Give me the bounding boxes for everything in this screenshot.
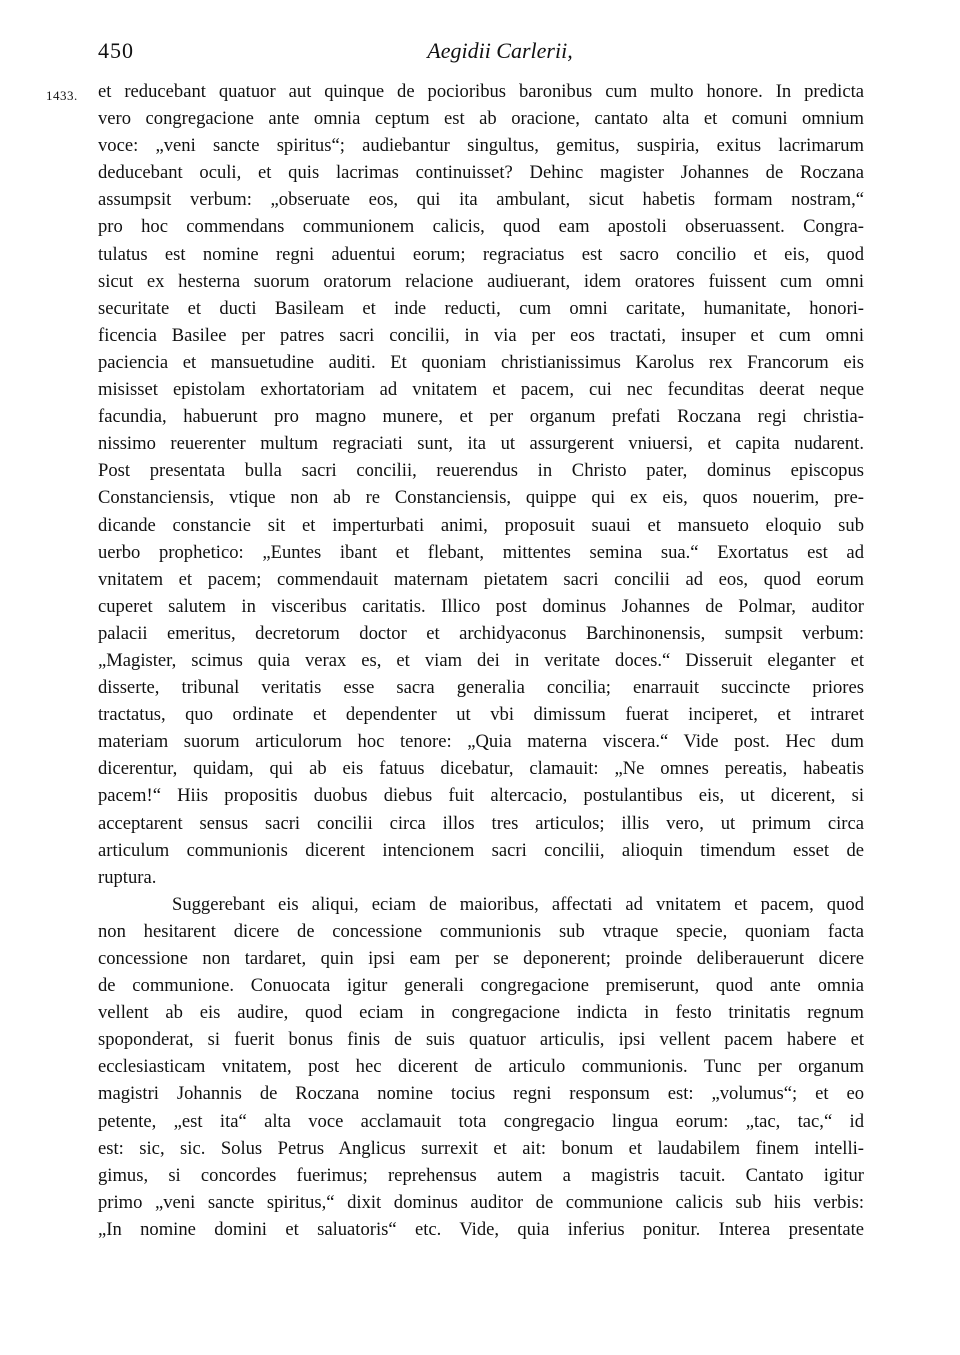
text-line: pro hoc commendans communionem calicis, quod eam apostoli obseruassent. Congra- xyxy=(98,216,864,238)
text-line: Post presentata bulla sacri concilii, reuerendus in Christo pater, dominus episcopus xyxy=(98,460,864,482)
text-line: spoponderat, si fuerit bonus finis de suis quatuor articulis, ipsi vellent pacem habere et xyxy=(98,1029,864,1051)
text-line: nissimo reuerenter multum regraciati sunt, ita ut assurgerent vniuersi, et capita nudarent. xyxy=(98,433,864,455)
text-line: ecclesiasticam vnitatem, post hec dicerent de articulo communionis. Tunc per organum xyxy=(98,1056,864,1078)
text-line: „Magister, scimus quia verax es, et viam dei in veritate doces.“ Disseruit eleganter et xyxy=(98,649,864,671)
text-line: Constanciensis, vtique non ab re Constanciensis, quippe qui ex eis, quos nouerim, pre- xyxy=(98,487,864,509)
text-line: primo „veni sancte spiritus,“ dixit dominus auditor de communione calicis sub hiis verbis: xyxy=(98,1191,864,1213)
text-line: palacii emeritus, decretorum doctor et archidyaconus Barchinonensis, sumpsit verbum: xyxy=(98,622,864,644)
page-number: 450 xyxy=(98,38,134,63)
text-line: de communione. Conuocata igitur generali congregacione premiserunt, quod ante omnia xyxy=(98,975,864,997)
text-line: deducebant oculi, et quis lacrimas continuisset? Dehinc magister Johannes de Roczana xyxy=(98,162,864,184)
text-line: sicut ex hesterna suorum oratorum relacione audiuerant, idem oratores fuissent cum omni xyxy=(98,270,864,292)
text-line: Suggerebant eis aliqui, eciam de maioribus, affectati ad vnitatem et pacem, quod xyxy=(172,893,864,915)
text-line: articulum communionis dicerent intencionem sacri concilii, alioquin timendum esset de xyxy=(98,839,864,861)
text-line: est: sic, sic. Solus Petrus Anglicus surrexit et ait: bonum et laudabilem finem intelli- xyxy=(98,1137,864,1159)
text-line: voce: „veni sancte spiritus“; audiebantur singultus, gemitus, suspiria, exitus lacrimarum xyxy=(98,135,864,157)
text-line: „In nomine domini et saluatoris“ etc. Vide, quia inferius ponitur. Interea presentate xyxy=(98,1218,864,1240)
text-line: paciencia et mansuetudine auditi. Et quoniam christianissimus Karolus rex Francorum eis xyxy=(98,351,864,373)
text-line: tractatus, quo ordinate et dependenter ut vbi dimissum fuerat inciperet, et intraret xyxy=(98,704,864,726)
text-line: uerbo prophetico: „Euntes ibant et flebant, mittentes semina sua.“ Exortatus est ad xyxy=(98,541,864,563)
text-line: assumpsit verbum: „obseruate eos, qui ita ambulant, sicut habetis formam nostram,“ xyxy=(98,189,864,211)
text-line: cuperet salutem in visceribus caritatis. Illico post dominus Johannes de Polmar, auditor xyxy=(98,595,864,617)
text-line: pacem!“ Hiis propositis duobus diebus fuit altercacio, postulantibus eis, ut dicerent, si xyxy=(98,785,864,807)
text-line: ficencia Basilee per patres sacri concilii, in via per eos tractati, insuper et cum omni xyxy=(98,324,864,346)
text-line: petente, „est ita“ alta voce acclamauit tota congregacio lingua eorum: „tac, tac,“ id xyxy=(98,1110,864,1132)
text-line: concessione non tardaret, quin ipsi eam per se deponerent; proinde deliberauerunt dicere xyxy=(98,948,864,969)
text-line: gimus, si concordes fuerimus; reprehensus autem a magistris tacuit. Cantato igitur xyxy=(98,1164,864,1186)
running-title: Aegidii Carlerii, xyxy=(427,38,573,63)
margin-year: 1433. xyxy=(46,88,78,103)
text-line: acceptarent sensus sacri concilii circa illos tres articulos; illis vero, ut primum circa xyxy=(98,812,864,834)
text-line: vellent ab eis audire, quod eciam in congregacione indicta in festo trinitatis regnum xyxy=(98,1002,864,1024)
text-line: dicerentur, quidam, qui ab eis fatuus dicebatur, clamauit: „Ne omnes pereatis, habeatis xyxy=(98,758,864,780)
text-line: disserte, tribunal veritatis esse sacra generalia concilia; enarrauit succincte priores xyxy=(98,677,864,699)
text-line: tulatus est nomine regni aduentui eorum; regraciatus est sacro concilio et eis, quod xyxy=(98,243,864,265)
text-line: magistri Johannis de Roczana nomine tocius regni responsum est: „volumus“; et eo xyxy=(98,1083,864,1105)
text-line: non hesitarent dicere de concessione communionis sub vtraque specie, quoniam facta xyxy=(98,920,864,942)
text-line: materiam suorum articulorum hoc tenore: „Quia materna viscera.“ Vide post. Hec dum xyxy=(98,731,864,753)
text-line: facundia, habuerunt pro magno munere, et per organum prefati Roczana regi christia- xyxy=(98,406,864,428)
text-line: ruptura. xyxy=(98,866,157,888)
text-line: dicande constancie sit et imperturbati animi, proposuit suaui et mansueto eloquio sub xyxy=(98,514,864,536)
text-line: vnitatem et pacem; commendauit maternam pietatem sacri concilii ad eos, quod eorum xyxy=(98,568,864,590)
text-line: securitate et ducti Basileam et inde reducti, cum omni caritate, humanitate, honori- xyxy=(98,297,864,319)
text-line: et reducebant quatuor aut quinque de pocioribus baronibus cum multo honore. In predicta xyxy=(98,81,864,102)
text-line: misisset epistolam exhortatoriam ad vnitatem et pacem, cui nec fecunditas deerat neque xyxy=(98,379,864,401)
body-text xyxy=(98,78,864,1243)
text-line: vero congregacione ante omnia ceptum est ab oracione, cantato alta et comuni omnium xyxy=(98,108,864,130)
